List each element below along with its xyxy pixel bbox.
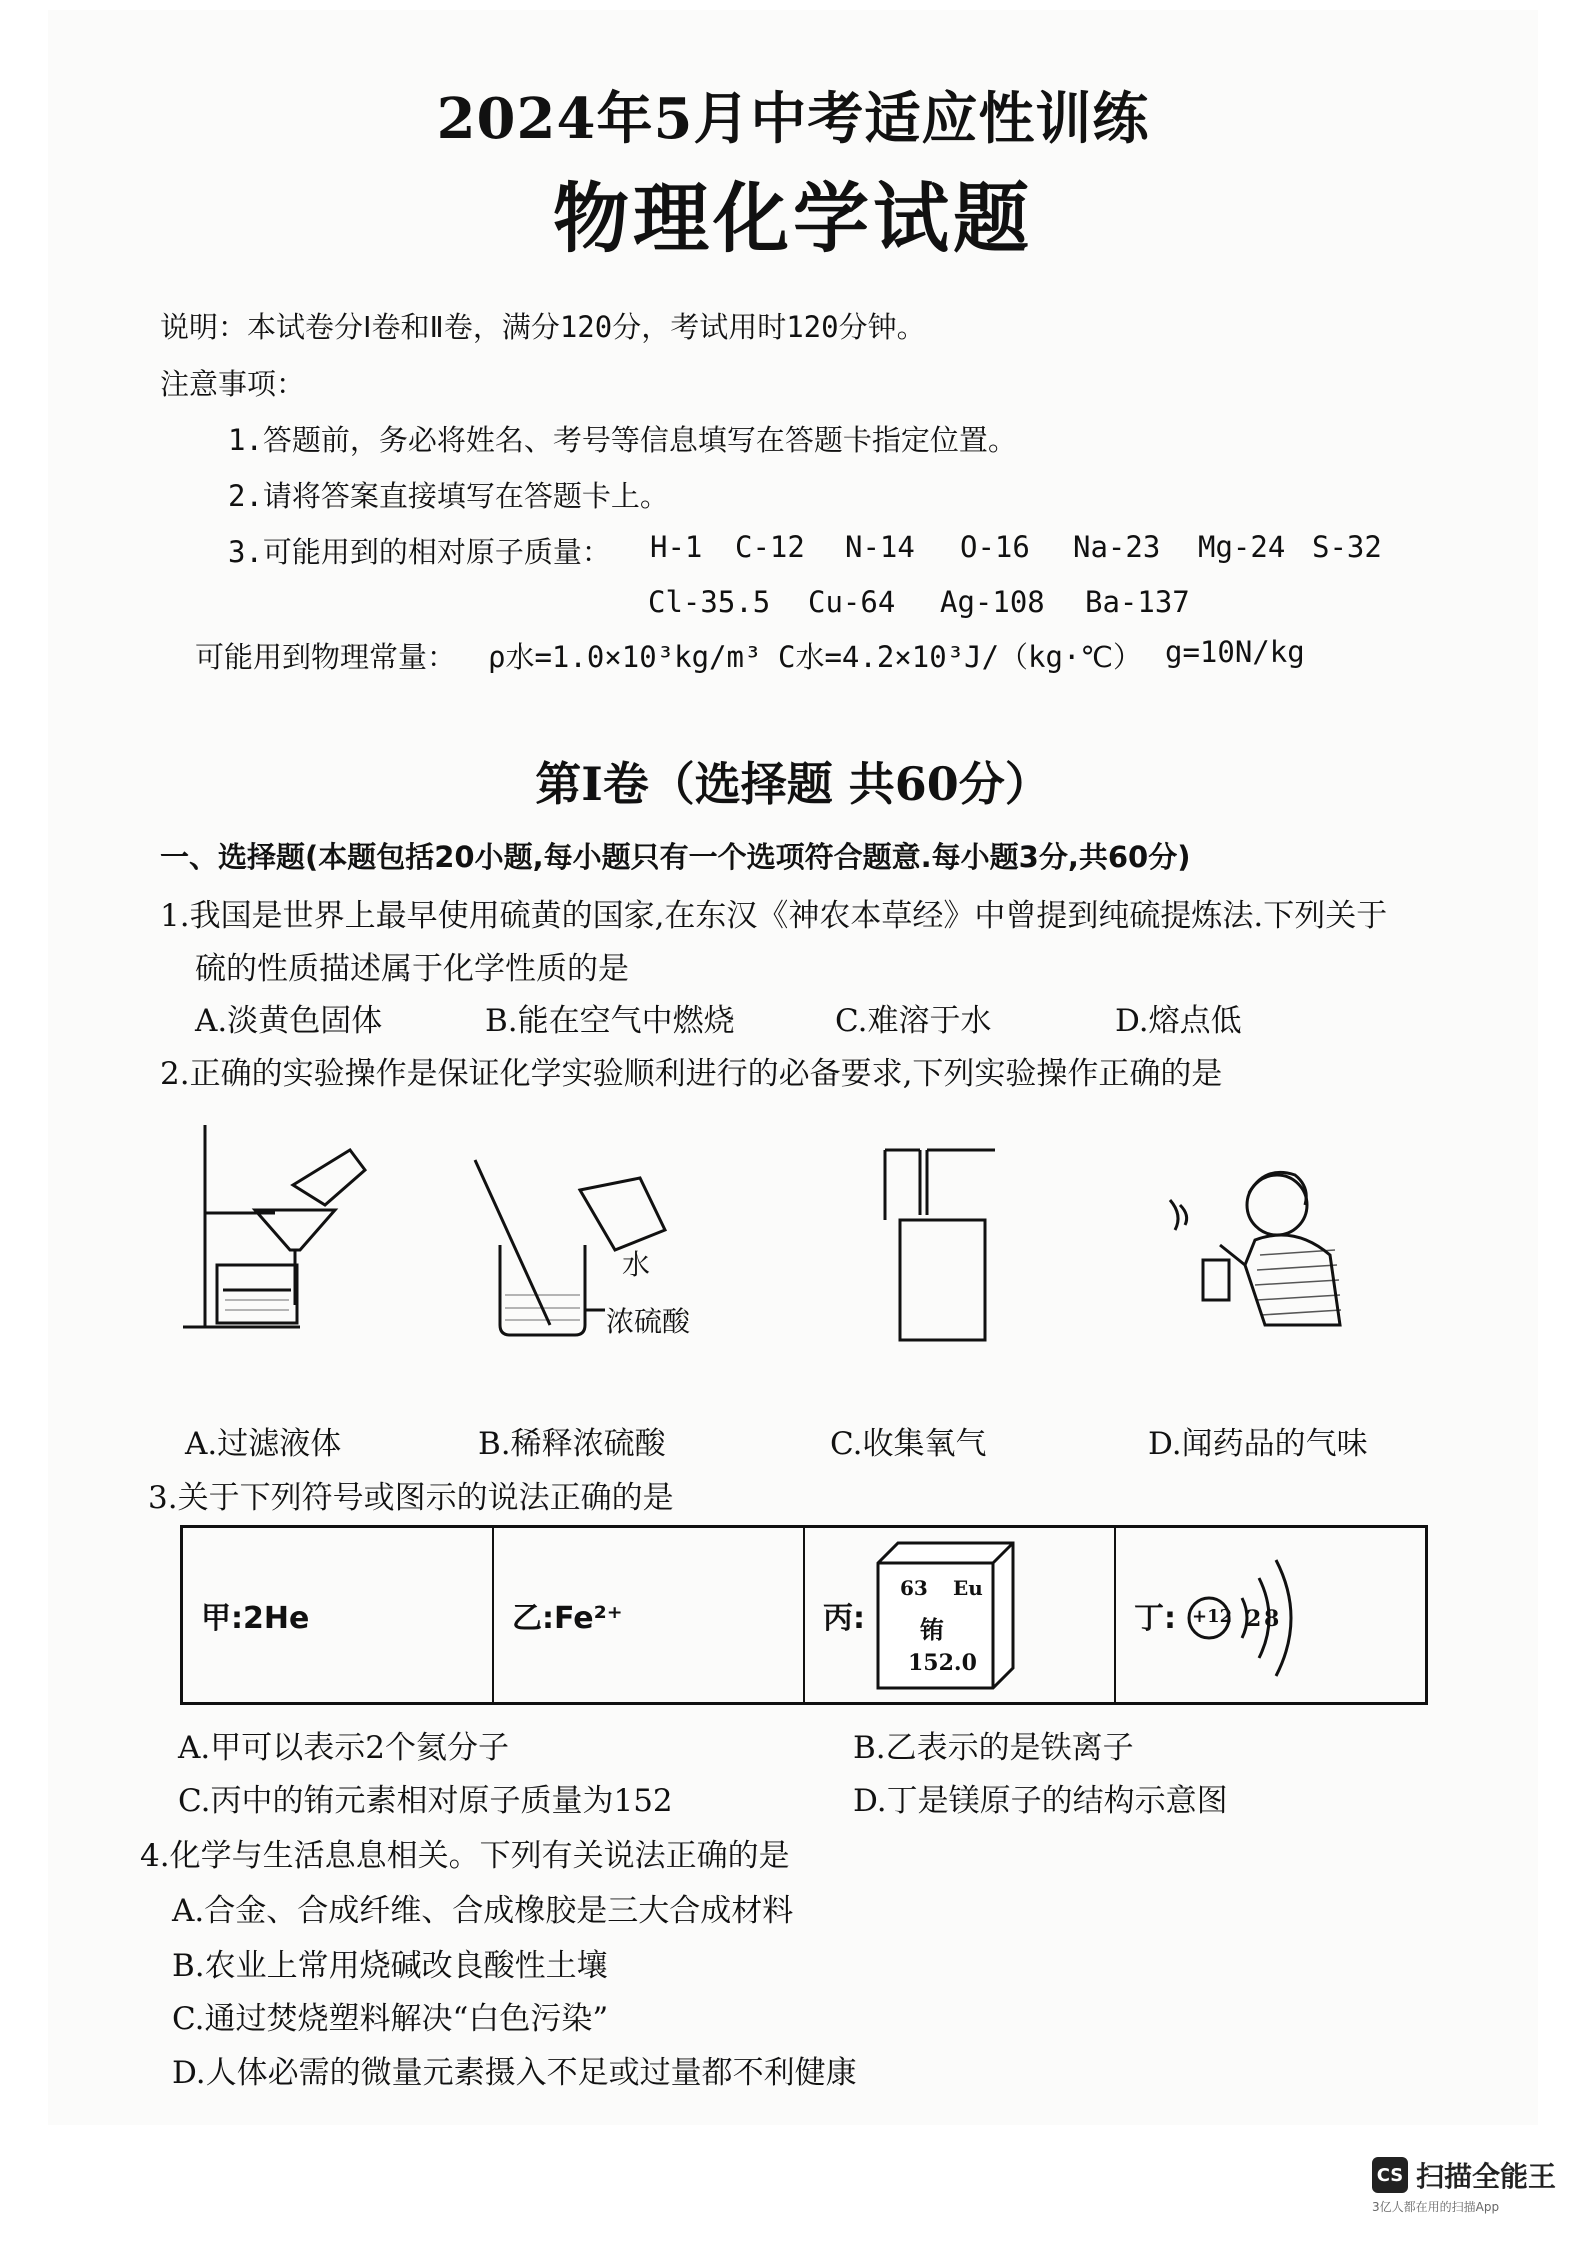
element-symbol: Eu: [953, 1576, 983, 1600]
notice-item-3: 3.可能用到的相对原子质量：: [228, 535, 611, 569]
q2-option-a: A.过滤液体: [185, 1426, 342, 1462]
q3-stem: 3.关于下列符号或图示的说法正确的是: [148, 1480, 674, 1516]
q2-option-d: D.闻药品的气味: [1148, 1426, 1368, 1462]
mass-ag: Ag-108: [940, 585, 1045, 619]
element-mass: 152.0: [908, 1650, 977, 1676]
smelling-figure: [1165, 1145, 1365, 1340]
q1-stem-line1: 1.我国是世界上最早使用硫黄的国家,在东汉《神农本草经》中曾提到纯硫提炼法.下列关于: [160, 898, 1388, 934]
mass-o: O-16: [960, 530, 1030, 564]
explanation-text: 说明：本试卷分Ⅰ卷和Ⅱ卷，满分120分，考试用时120分钟。: [160, 310, 926, 344]
q3-cell-jia: [183, 1528, 494, 1702]
q3-cell-yi-text: 乙:Fe²⁺: [512, 1601, 623, 1636]
q1-option-a: A.淡黄色固体: [195, 1003, 383, 1039]
notice-item-1: 1.答题前，务必将姓名、考号等信息填写在答题卡指定位置。: [228, 423, 1017, 457]
mass-n: N-14: [845, 530, 915, 564]
scanner-watermark: [1372, 2155, 1556, 2195]
q3-option-c: C.丙中的铕元素相对原子质量为152: [178, 1783, 673, 1819]
filtration-figure: [175, 1115, 375, 1340]
notice-item-2: 2.请将答案直接填写在答题卡上。: [228, 479, 669, 513]
exam-title-subject: 物理化学试题: [553, 174, 1033, 263]
element-name: 铕: [920, 1615, 944, 1644]
q3-cell-yi: [494, 1528, 805, 1702]
constant-gravity: g=10N/kg: [1165, 635, 1305, 669]
atom-nucleus-charge: +12: [1192, 1606, 1233, 1627]
constants-label: 可能用到物理常量：: [195, 640, 457, 674]
q3-cell-bing: [805, 1528, 1116, 1702]
q2-stem: 2.正确的实验操作是保证化学实验顺利进行的必备要求,下列实验操作正确的是: [160, 1056, 1223, 1092]
q4-option-b: B.农业上常用烧碱改良酸性土壤: [172, 1948, 608, 1984]
mass-c: C-12: [735, 530, 805, 564]
mass-ba: Ba-137: [1085, 585, 1190, 619]
q3-cell-ding-label: 丁:: [1134, 1601, 1176, 1636]
acid-label: 浓硫酸: [606, 1305, 691, 1338]
mass-s: S-32: [1312, 530, 1382, 564]
mass-mg: Mg-24: [1198, 530, 1286, 564]
mass-na: Na-23: [1073, 530, 1161, 564]
mass-cl: Cl-35.5: [648, 585, 771, 619]
water-label: 水: [622, 1248, 651, 1281]
q4-option-c: C.通过焚烧塑料解决“白色污染”: [172, 2001, 609, 2037]
notice-label: 注意事项：: [160, 367, 306, 401]
q4-option-d: D.人体必需的微量元素摄入不足或过量都不利健康: [172, 2055, 857, 2091]
scanner-tagline: 3亿人都在用的扫描App: [1372, 2200, 1500, 2214]
part-heading: 一、选择题(本题包括20小题,每小题只有一个选项符合题意.每小题3分,共60分): [160, 840, 1191, 874]
q1-option-c: C.难溶于水: [835, 1003, 992, 1039]
q2-option-c: C.收集氧气: [830, 1426, 987, 1462]
q1-option-b: B.能在空气中燃烧: [485, 1003, 735, 1039]
gas-bottle-figure: [875, 1140, 1005, 1345]
atom-shell-2: 8: [1264, 1606, 1280, 1632]
q4-option-a: A.合金、合成纤维、合成橡胶是三大合成材料: [172, 1893, 794, 1929]
q3-option-b: B.乙表示的是铁离子: [853, 1730, 1134, 1766]
constant-specific-heat: C水=4.2×10³J/（kg·℃）: [778, 640, 1143, 674]
scanner-brand: 扫描全能王: [1416, 2160, 1557, 2193]
q3-option-a: A.甲可以表示2个氦分子: [178, 1730, 509, 1766]
mass-h: H-1: [650, 530, 703, 564]
atom-shell-1: 2: [1246, 1606, 1262, 1632]
exam-title-date: 2024年5月中考适应性训练: [436, 86, 1150, 152]
mass-cu: Cu-64: [808, 585, 896, 619]
section-title: 第Ⅰ卷（选择题 共60分）: [535, 757, 1051, 811]
q3-cell-bing-label: 丙:: [823, 1601, 865, 1636]
q3-option-d: D.丁是镁原子的结构示意图: [853, 1783, 1228, 1819]
element-atomic-number: 63: [900, 1576, 928, 1600]
scanner-logo-icon: CS: [1372, 2157, 1408, 2193]
q3-cell-jia-text: 甲:2He: [201, 1601, 310, 1636]
q1-stem-line2: 硫的性质描述属于化学性质的是: [195, 951, 629, 987]
constant-density: ρ水=1.0×10³kg/m³: [488, 640, 762, 674]
q3-symbol-table: [180, 1525, 1428, 1705]
q1-option-d: D.熔点低: [1115, 1003, 1242, 1039]
q2-option-b: B.稀释浓硫酸: [478, 1426, 666, 1462]
q4-stem: 4.化学与生活息息相关。下列有关说法正确的是: [140, 1838, 790, 1874]
q3-cell-ding: [1116, 1528, 1425, 1702]
